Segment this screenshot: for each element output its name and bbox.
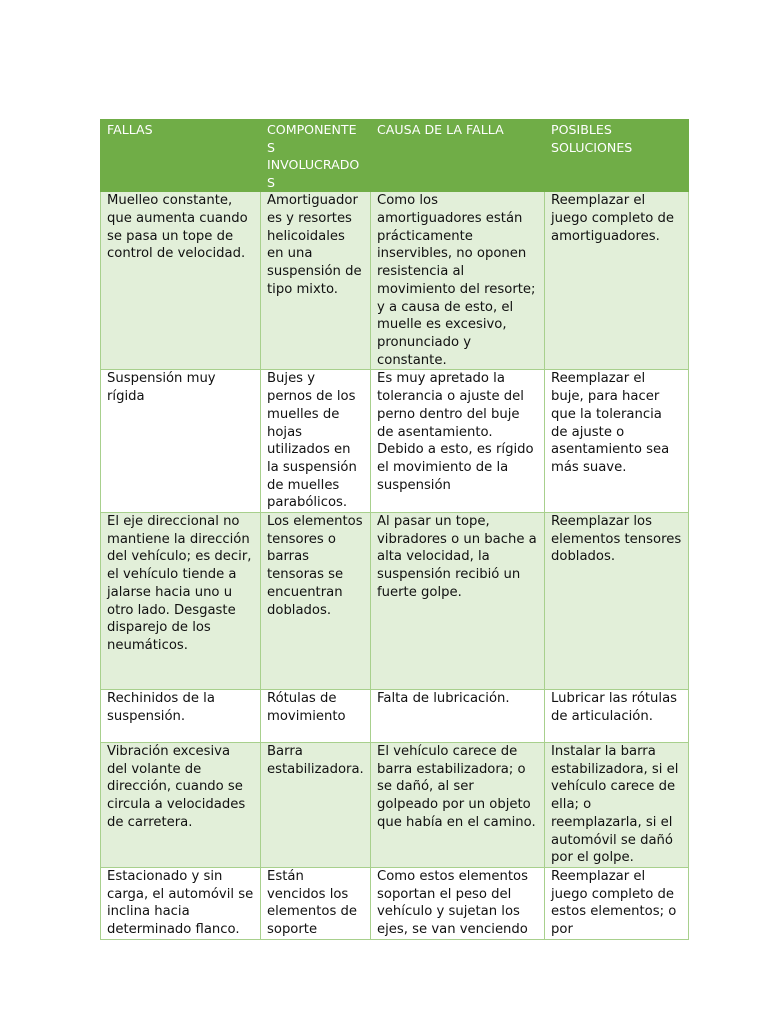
cell-causa: Es muy apretado la tolerancia o ajuste del perno dentro del buje de asentamiento. Debido a esto, es rígido el movimiento de la suspensión [371,370,545,513]
cell-soluciones: Reemplazar los elementos tensores doblados. [545,513,689,690]
header-fallas: FALLAS [101,120,261,192]
table-row [101,370,689,513]
cell-causa: El vehículo carece de barra estabilizadora; o se dañó, al ser golpeado por un objeto que había en el camino. [371,743,545,868]
cell-componentes: Están vencidos los elementos de soporte [261,867,371,939]
cell-componentes: Los elementos tensores o barras tensoras se encuentran doblados. [261,513,371,690]
header-causa: CAUSA DE LA FALLA [371,120,545,192]
cell-componentes: Barra estabilizadora. [261,743,371,868]
cell-causa: Falta de lubricación. [371,690,545,743]
cell-causa: Al pasar un tope, vibradores o un bache a alta velocidad, la suspensión recibió un fuerte golpe. [371,513,545,690]
cell-falla: Estacionado y sin carga, el automóvil se inclina hacia determinado flanco. [101,867,261,939]
cell-falla: Muelleo constante, que aumenta cuando se pasa un tope de control de velocidad. [101,192,261,370]
suspension-faults-table [100,119,689,940]
cell-componentes: Rótulas de movimiento [261,690,371,743]
cell-componentes: Amortiguadores y resortes helicoidales en una suspensión de tipo mixto. [261,192,371,370]
cell-componentes: Bujes y pernos de los muelles de hojas utilizados en la suspensión de muelles parabólicos. [261,370,371,513]
header-soluciones: POSIBLES SOLUCIONES [545,120,689,192]
cell-causa: Como estos elementos soportan el peso del vehículo y sujetan los ejes, se van venciendo [371,867,545,939]
cell-causa: Como los amortiguadores están prácticamente inservibles, no oponen resistencia al movimiento del resorte; y a causa de esto, el muelle es excesivo, pronunciado y constante. [371,192,545,370]
table-row [101,192,689,370]
cell-falla: Vibración excesiva del volante de dirección, cuando se circula a velocidades de carretera. [101,743,261,868]
table-header-row [101,120,689,192]
cell-falla: Rechinidos de la suspensión. [101,690,261,743]
table-row [101,513,689,690]
header-componentes: COMPONENTES INVOLUCRADOS [261,120,371,192]
table-row [101,867,689,939]
cell-soluciones: Lubricar las rótulas de articulación. [545,690,689,743]
table-row [101,743,689,868]
table-row [101,690,689,743]
cell-falla: El eje direccional no mantiene la dirección del vehículo; es decir, el vehículo tiende a jalarse hacia uno u otro lado. Desgaste disparejo de los neumáticos. [101,513,261,690]
cell-falla: Suspensión muy rígida [101,370,261,513]
cell-soluciones: Reemplazar el juego completo de amortiguadores. [545,192,689,370]
cell-soluciones: Instalar la barra estabilizadora, si el vehículo carece de ella; o reemplazarla, si el automóvil se dañó por el golpe. [545,743,689,868]
cell-soluciones: Reemplazar el buje, para hacer que la tolerancia de ajuste o asentamiento sea más suave. [545,370,689,513]
cell-soluciones: Reemplazar el juego completo de estos elementos; o por [545,867,689,939]
